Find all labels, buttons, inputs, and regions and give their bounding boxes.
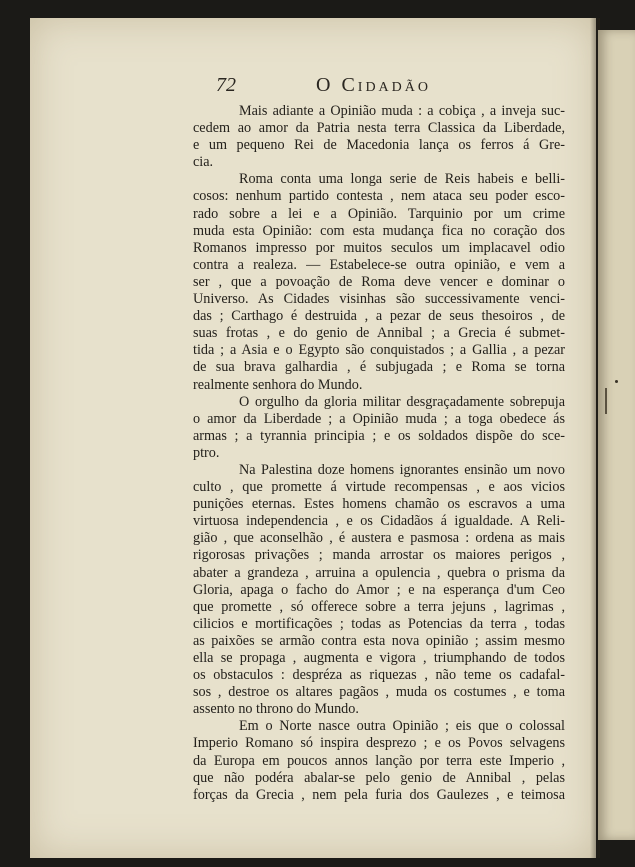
- text-line: da Europa em poucos annos lanção por terra este Imperio ,: [193, 752, 565, 769]
- running-title: O Cidadão: [316, 74, 431, 96]
- text-line: virtuosa independencia , e os Cidadãos á igualdade. A Reli-: [193, 513, 565, 530]
- facing-page-edge: [598, 30, 635, 840]
- text-line: ser , que a povoação de Roma deve vencer e dominar o: [193, 273, 565, 290]
- text-line: que promette , só offerece sobre a terra jejuns , lagrimas ,: [193, 598, 565, 615]
- text-line: Romanos impresso por muitos seculos um implacavel odio: [193, 239, 565, 256]
- text-line: cedem ao amor da Patria nesta terra Classica da Liberdade,: [193, 120, 565, 137]
- text-line: forças da Grecia , nem pela furia dos Gaulezes , e teimosa: [193, 786, 565, 803]
- text-line: as paixões se armão contra esta nova opinião ; assim mesmo: [193, 632, 565, 649]
- text-line: tida ; a Asia e o Egypto são conquistados ; a Gallia , a pezar: [193, 342, 565, 359]
- text-line: Em o Norte nasce outra Opinião ; eis que o colossal: [239, 718, 565, 735]
- text-line: muda esta Opinião: com esta mudança fica no coração dos: [193, 222, 565, 239]
- text-line: que não podéra abalar-se pelo genio de Annibal , pelas: [193, 769, 565, 786]
- page-header: [216, 74, 476, 98]
- text-line: os obstaculos : despréza as riquezas , não teme os cadafal-: [193, 667, 565, 684]
- text-line: O orgulho da gloria militar desgraçadamente sobrepuja: [239, 393, 565, 410]
- text-line: rigorosas privações ; manda arrostar os maiores perigos ,: [193, 547, 565, 564]
- text-line: de sua brava galhardia , é subjugada ; e Roma se torna: [193, 359, 565, 376]
- text-line: Roma conta uma longa serie de Reis habeis e belli-: [239, 171, 565, 188]
- text-line: e um pequeno Rei de Macedonia lança os ferros á Gre-: [193, 137, 565, 154]
- text-line: das ; Carthago é destruida , a pezar de seus thesoiros , de: [193, 308, 565, 325]
- text-line: rado sobre a lei e a Opinião. Tarquinio por um crime: [193, 205, 565, 222]
- text-line: abater a grandeza , arruina a opulencia , quebra o prisma da: [193, 564, 565, 581]
- text-line: realmente senhora do Mundo.: [193, 376, 363, 393]
- text-line: Gloria, apaga o facho do Amor ; e na esperança d'um Ceo: [193, 581, 565, 598]
- text-line: assento no throno do Mundo.: [193, 701, 359, 718]
- text-line: Na Palestina doze homens ignorantes ensinão um novo: [239, 461, 565, 478]
- text-line: contra a realeza. — Estabelece-se outra opinião, e vem a: [193, 256, 565, 273]
- text-line: cosos: nenhum partido contesta , nem ataca seu poder esco-: [193, 188, 565, 205]
- text-line: punições eternas. Estes homens chamão os escravos a uma: [193, 496, 565, 513]
- text-line: cilicios e mortificações ; todas as Potencias da terra , todas: [193, 615, 565, 632]
- text-line: Mais adiante a Opinião muda : a cobiça , a inveja suc-: [239, 103, 565, 119]
- text-line: suas frotas , e do genio de Annibal ; a Grecia é submet-: [193, 325, 565, 342]
- text-line: Universo. As Cidades visinhas são successivamente venci-: [193, 291, 565, 308]
- text-line: o amor da Liberdade ; a Opinião muda ; a toga obedece ás: [193, 410, 565, 427]
- margin-dot: [615, 380, 618, 383]
- text-line: sos , destroe os altares pagãos , muda os costumes , e toma: [193, 684, 565, 701]
- text-line: ptro.: [193, 444, 220, 461]
- text-line: cia.: [193, 154, 214, 171]
- text-line: culto , que promette á virtude recompensas , e aos vicios: [193, 479, 565, 496]
- text-line: armas ; a tyrannia principia ; e os soldados dispõe do sce-: [193, 427, 565, 444]
- page-number: 72: [216, 74, 236, 96]
- body-text: [193, 103, 565, 804]
- text-line: gião , que aconselhão , é austera e pasmosa : ordena as mais: [193, 530, 565, 547]
- text-line: Imperio Romano só inspira desprezo ; e os Povos selvagens: [193, 735, 565, 752]
- text-line: ella se propaga , augmenta e vigora , triumphando de todos: [193, 650, 565, 666]
- margin-pencil-mark: [605, 388, 607, 414]
